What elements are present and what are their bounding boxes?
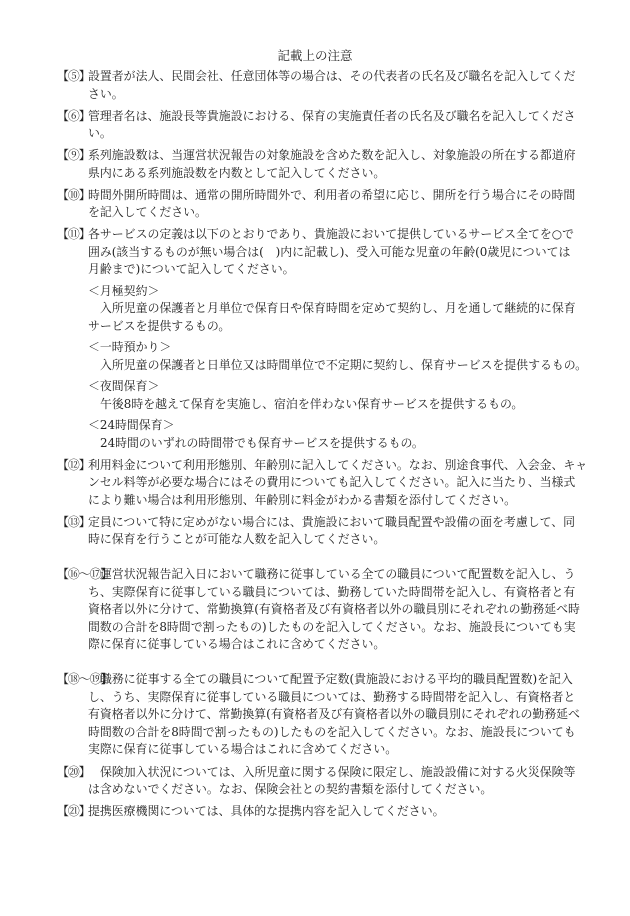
note-item <box>57 457 587 510</box>
note-line: 設置者が法人、民間会社、任意団体等の場合は、その代表者の氏名及び職名を記入してくだ <box>88 69 576 83</box>
note-line: ち、実際保育に従事している職員については、勤務していた時間帯を記入し、有資格者と有 <box>88 584 576 599</box>
note-label: 【⑪】 <box>57 227 90 241</box>
note-item <box>57 514 587 549</box>
note-label: 【⑨】 <box>57 148 90 162</box>
definition-heading: ＜月極契約＞ <box>88 283 160 298</box>
note-body <box>88 108 587 143</box>
page-title: 記載上の注意 <box>277 48 353 63</box>
note-label: 【⑥】 <box>57 108 90 123</box>
note-line: 県内にある系列施設数を内数として記入してください。 <box>88 165 386 180</box>
note-line: 間数の合計を8時間で割ったもの)したものを記入してください。なお、施設長についても実 <box>88 619 576 634</box>
service-definition <box>88 283 587 336</box>
note-item <box>57 108 587 143</box>
note-line: 際に保育に従事している場合はこれに含めてください。 <box>88 637 386 651</box>
note-body <box>88 68 587 103</box>
note-line: 資格者以外に分けて、常勤換算(有資格者及び有資格者以外の職員別にそれぞれの勤務延べ時 <box>88 602 580 616</box>
note-line: 時に保育を行うことが可能な人数を記入してください。 <box>88 532 386 546</box>
note-line: し、うち、実際保育に従事している職員については、勤務する時間帯を記入し、有資格者と <box>88 689 576 704</box>
note-line: さい。 <box>88 86 124 101</box>
note-item <box>57 671 587 759</box>
service-definition <box>88 417 587 452</box>
note-line: い。 <box>88 126 112 140</box>
note-line: は含めないでください。なお、保険会社との契約書類を添付してください。 <box>88 782 493 796</box>
note-body <box>88 764 587 799</box>
note-line: 提携医療機関については、具体的な提携内容を記入してください。 <box>88 804 445 818</box>
definition-heading: ＜24時間保育＞ <box>88 418 175 432</box>
note-label: 【⑱～⑲】 <box>57 672 112 686</box>
note-line: により難い場合は利用形態別、年齢別に料金がわかる書類を添付してください。 <box>88 492 517 507</box>
note-line: を記入してください。 <box>88 205 207 219</box>
note-line: 利用料金について利用形態別、年齢別に記入してください。なお、別途食事代、入会金、キャ <box>88 457 588 472</box>
definition-line: 24時間のいずれの時間帯でも保育サービスを提供するもの。 <box>100 435 424 450</box>
note-line: 系列施設数は、当運営状況報告の対象施設を含めた数を記入し、対象施設の所在する都道府 <box>88 148 576 162</box>
note-line: 保険加入状況については、入所児童に関する保険に限定し、施設設備に対する火災保険等 <box>100 764 576 779</box>
note-body <box>88 147 587 182</box>
note-body <box>88 803 587 821</box>
note-label: 【⑳】 <box>57 764 90 779</box>
note-body <box>88 514 587 549</box>
definition-line: サービスを提供するもの。 <box>88 318 231 333</box>
note-label: 【⑫】 <box>57 457 90 472</box>
note-line: 職務に従事する全ての職員について配置予定数(貴施設における平均的職員配置数)を記入 <box>100 672 573 686</box>
service-definition <box>88 378 587 413</box>
note-item <box>57 566 587 654</box>
note-item <box>57 147 587 182</box>
note-label: 【⑯～⑰】 <box>57 567 112 581</box>
note-line: 月齢まで)について記入してください。 <box>88 262 295 276</box>
note-line: 各サービスの定義は以下のとおりであり、貴施設において提供しているサービス全てを○で <box>88 227 575 241</box>
definition-heading: ＜一時預かり＞ <box>88 340 172 354</box>
note-item <box>57 68 587 103</box>
note-line: 時間外開所時間は、通常の開所時間外で、利用者の希望に応じ、開所を行う場合にその時間 <box>88 187 576 202</box>
note-label: 【⑩】 <box>57 187 90 202</box>
note-line: 管理者名は、施設長等貴施設における、保育の実施責任者の氏名及び職名を記入してくださ <box>88 108 576 123</box>
note-line: 運営状況報告記入日において職務に従事している全ての職員について配置数を記入し、う <box>100 567 576 581</box>
notes-list <box>57 68 587 825</box>
note-body <box>88 226 587 452</box>
note-line: 定員について特に定めがない場合には、貴施設において職員配置や設備の面を考慮して、同 <box>88 514 576 529</box>
note-line: 実際に保育に従事している場合はこれに含めてください。 <box>88 742 398 756</box>
note-item <box>57 764 587 799</box>
note-item <box>57 803 587 821</box>
definition-line: 入所児童の保護者と月単位で保育日や保育時間を定めて契約し、月を通して継続的に保育 <box>100 301 576 315</box>
definition-line: 午後8時を越えて保育を実施し、宿泊を伴わない保育サービスを提供するもの。 <box>100 396 524 411</box>
note-label: 【㉑】 <box>57 804 90 818</box>
note-line: 囲み(該当するものが無い場合は( )内に記載し)、受入可能な児童の年齢(0歳児については <box>88 244 571 259</box>
note-body <box>88 671 587 759</box>
note-label: 【⑤】 <box>57 69 90 83</box>
service-definition <box>88 339 587 374</box>
definition-heading: ＜夜間保育＞ <box>88 379 160 393</box>
note-line: 時間数の合計を8時間で割ったもの)したものを記入してください。なお、施設長についても <box>88 724 576 739</box>
note-item <box>57 226 587 452</box>
note-body <box>88 457 587 510</box>
definition-line: 入所児童の保護者と日単位又は時間単位で不定期に契約し、保育サービスを提供するもの。 <box>100 357 588 372</box>
note-body <box>88 187 587 222</box>
note-body <box>88 566 587 654</box>
note-label: 【⑬】 <box>57 514 90 529</box>
note-line: 有資格者以外に分けて、常勤換算(有資格者及び有資格者以外の職員別にそれぞれの勤務延べ <box>88 707 580 721</box>
note-line: ンセル料等が必要な場合にはその費用についても記入してください。記入に当たり、当様式 <box>88 475 576 489</box>
note-item <box>57 187 587 222</box>
